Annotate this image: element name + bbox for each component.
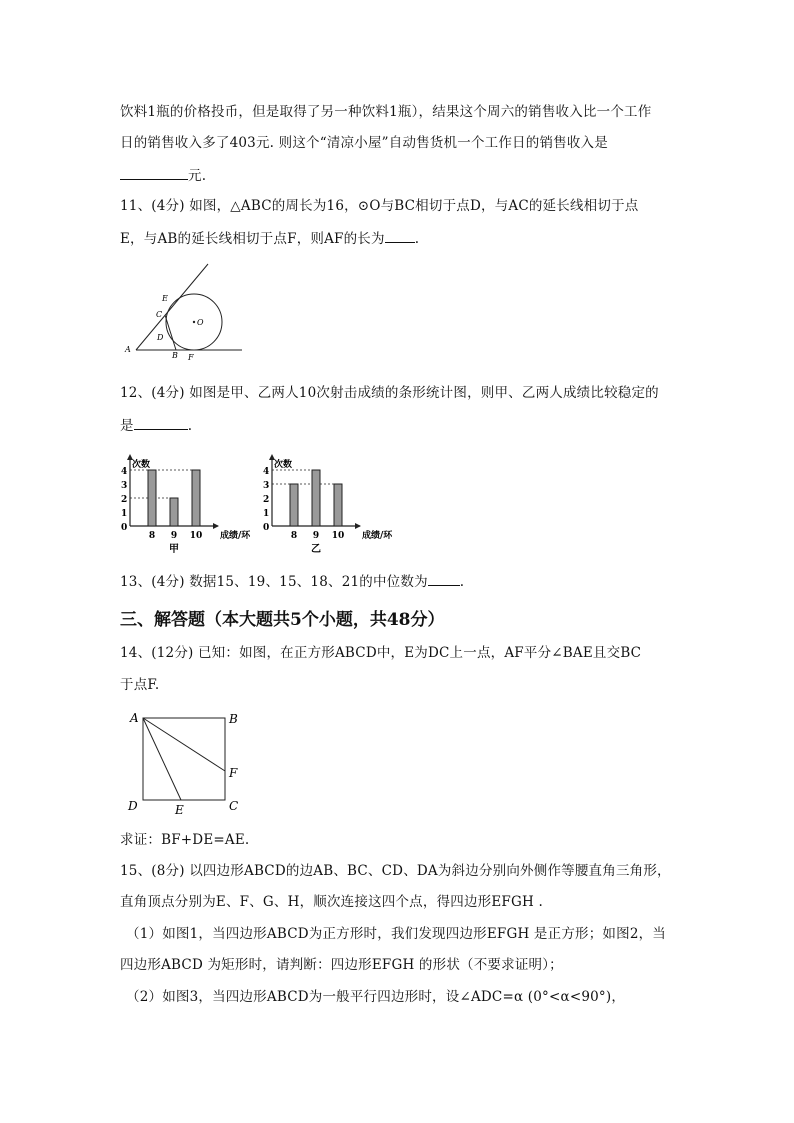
x-axis-arrow	[355, 523, 361, 529]
x-axis-label: 成绩/环	[220, 531, 251, 541]
label-f: F	[188, 353, 194, 362]
q11-line-2	[120, 228, 419, 248]
q11-figure	[118, 260, 248, 365]
bar	[312, 470, 320, 526]
x-axis-label: 成绩/环	[362, 531, 393, 541]
q14-figure	[125, 706, 250, 816]
bar	[170, 498, 178, 526]
label-f: F	[229, 766, 238, 780]
label-d: D	[128, 799, 138, 813]
label-o: O	[197, 318, 204, 327]
q15-line-2: 直角顶点分别为E、F、G、H，顺次连接这四个点，得四边形EFGH .	[120, 894, 543, 910]
y-tick-label: 4	[263, 467, 270, 477]
q11-line-1: 11、(4分) 如图，△ABC的周长为16，⊙O与BC相切于点D，与AC的延长线相切于点	[120, 198, 639, 214]
label-a: A	[130, 711, 139, 725]
x-tick-label: 8	[148, 531, 156, 541]
chart-yi	[258, 446, 408, 558]
q11-text: E，与AB的延长线相切于点F，则AF的长为	[120, 231, 385, 247]
q15-line-4: 四边形ABCD 为矩形时，请判断：四边形EFGH 的形状（不要求证明）；	[120, 957, 563, 973]
q12-line-1: 12、(4分) 如图是甲、乙两人10次射击成绩的条形统计图，则甲、乙两人成绩比较稳定的	[120, 385, 659, 401]
y-tick-label: 3	[121, 481, 128, 491]
section-heading: 三、解答题（本大题共5个小题，共48分）	[120, 610, 445, 630]
q15-line-1: 15、(8分) 以四边形ABCD的边AB、BC、CD、DA为斜边分别向外侧作等腰直角三角形，	[120, 863, 671, 879]
q10-line-1: 饮料1瓶的价格投币，但是取得了另一种饮料1瓶），结果这个周六的销售收入比一个工作	[120, 104, 652, 120]
bar	[334, 484, 342, 526]
y-tick-label: 0	[263, 523, 270, 533]
q12-end: .	[187, 418, 193, 434]
y-tick-label: 2	[121, 495, 128, 505]
x-tick-label: 8	[290, 531, 298, 541]
line-cb	[165, 315, 176, 350]
y-tick-label: 3	[263, 481, 270, 491]
label-c: C	[156, 310, 163, 319]
answer-blank[interactable]	[428, 571, 460, 586]
q10-unit: 元.	[188, 168, 207, 184]
square-abcd	[143, 718, 225, 800]
bar	[148, 470, 156, 526]
center-dot	[193, 321, 195, 323]
q13-end: .	[459, 574, 465, 590]
q13-line-1	[120, 571, 464, 591]
answer-blank[interactable]	[134, 415, 188, 430]
bar	[290, 484, 298, 526]
q14-line-2: 于点F.	[120, 677, 160, 693]
q15-line-3: （1）如图1，当四边形ABCD为正方形时，我们发现四边形EFGH 是正方形；如图2，当	[126, 926, 667, 942]
q14-prove: 求证：BF+DE=AE.	[120, 832, 250, 848]
chart-jia	[116, 446, 266, 558]
bar	[192, 470, 200, 526]
q14-line-1: 14、(12分) 已知：如图，在正方形ABCD中，E为DC上一点，AF平分∠BAE且交BC	[120, 645, 642, 661]
answer-blank[interactable]	[120, 165, 188, 180]
label-c: C	[229, 799, 239, 813]
y-tick-label: 1	[121, 509, 128, 519]
label-d: D	[157, 333, 164, 342]
label-e: E	[175, 803, 184, 817]
y-tick-label: 0	[121, 523, 128, 533]
x-axis-arrow	[213, 523, 219, 529]
q15-line-5: （2）如图3，当四边形ABCD为一般平行四边形时，设∠ADC=α (0°<α<90°)，	[126, 989, 626, 1005]
q10-line-3	[120, 165, 206, 185]
q12-line-2	[120, 415, 192, 435]
q11-end: .	[414, 231, 420, 247]
x-tick-label: 9	[170, 531, 178, 541]
answer-blank[interactable]	[385, 228, 415, 243]
x-tick-label: 10	[189, 531, 203, 541]
y-axis-label: 次数	[132, 460, 151, 470]
x-tick-label: 9	[312, 531, 320, 541]
q13-text: 13、(4分) 数据15、19、15、18、21的中位数为	[120, 574, 428, 590]
y-tick-label: 1	[263, 509, 270, 519]
x-tick-label: 10	[331, 531, 345, 541]
label-b: B	[172, 351, 178, 360]
label-a: A	[125, 345, 131, 354]
q10-line-2: 日的销售收入多了403元. 则这个“清凉小屋”自动售货机一个工作日的销售收入是	[120, 135, 608, 151]
chart-title: 乙	[311, 544, 321, 555]
y-tick-label: 4	[121, 467, 128, 477]
y-axis-label: 次数	[274, 460, 293, 470]
chart-title: 甲	[169, 544, 179, 555]
label-e: E	[162, 294, 168, 303]
q12-text: 是	[120, 418, 134, 434]
label-b: B	[229, 712, 238, 726]
y-tick-label: 2	[263, 495, 270, 505]
